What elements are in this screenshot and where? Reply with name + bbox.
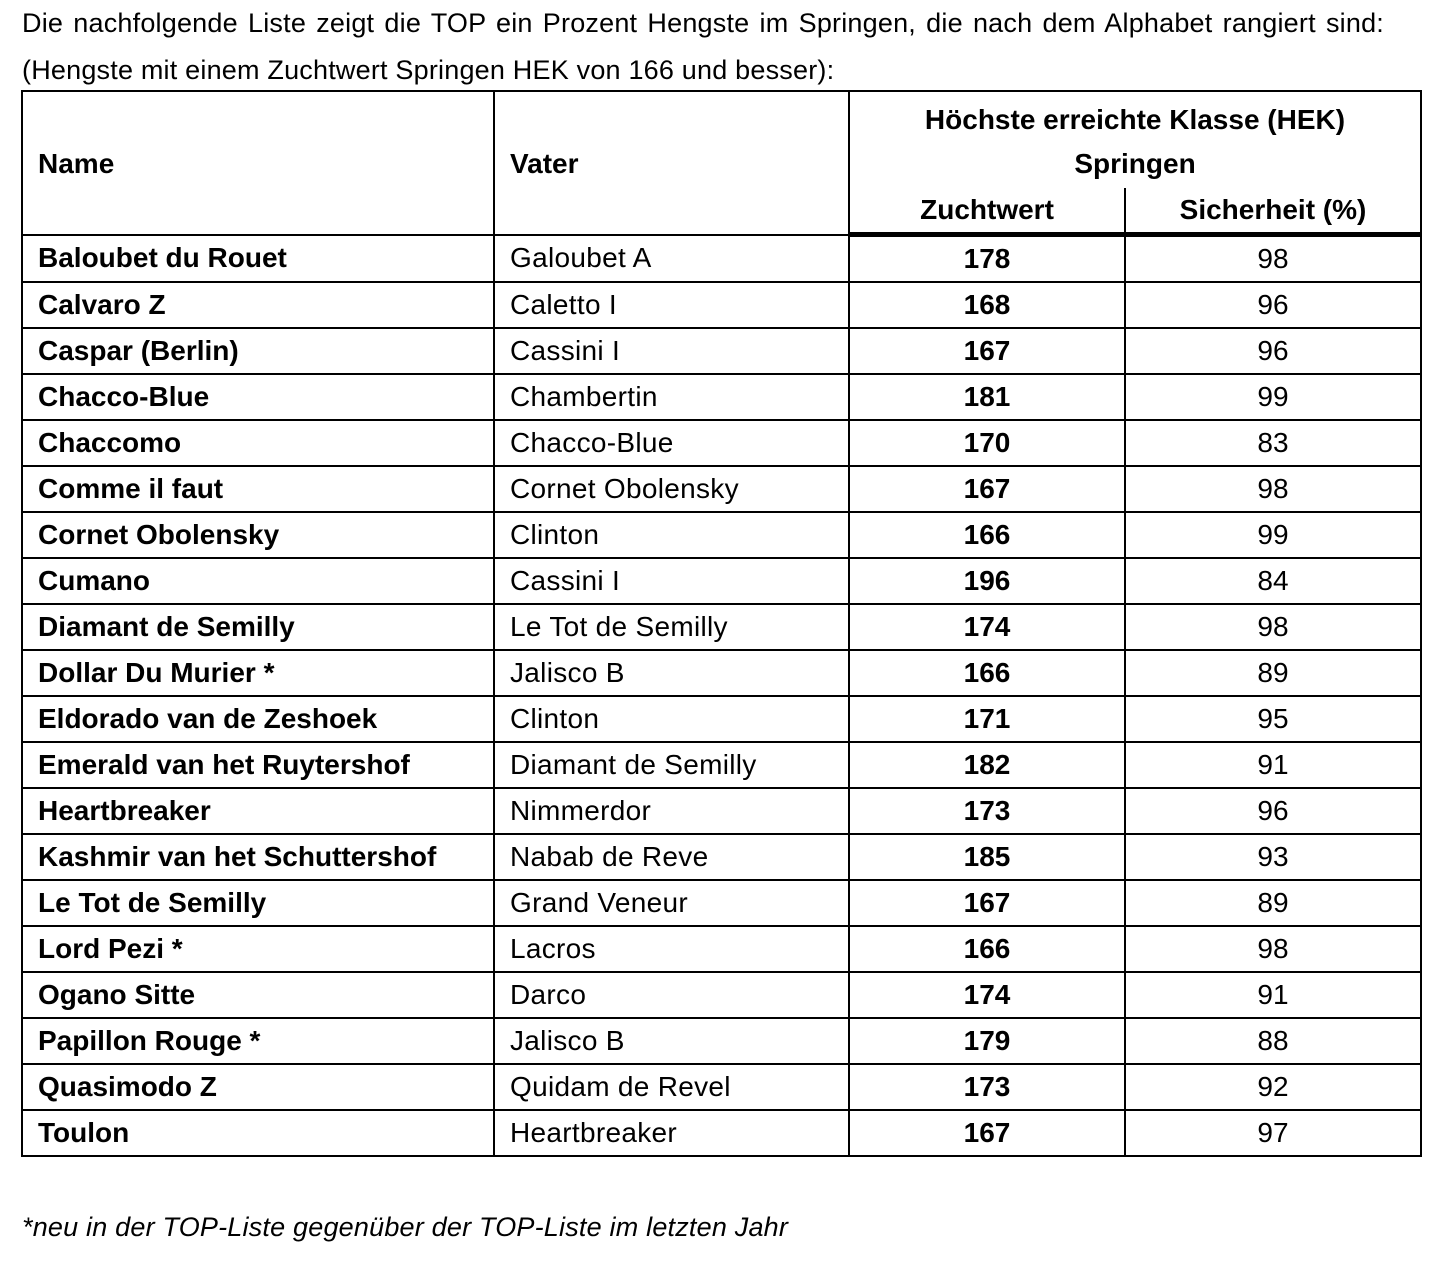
table-row (22, 880, 1421, 926)
table-row (22, 926, 1421, 972)
cell-sicherheit: 96 (1125, 328, 1421, 374)
table-row (22, 788, 1421, 834)
cell-sicherheit: 99 (1125, 512, 1421, 558)
cell-vater: Darco (494, 972, 849, 1018)
table-row (22, 282, 1421, 328)
cell-vater: Cassini I (494, 558, 849, 604)
cell-name: Chacco-Blue (22, 374, 494, 420)
table-row (22, 328, 1421, 374)
cell-name: Cornet Obolensky (22, 512, 494, 558)
table-row (22, 650, 1421, 696)
cell-zuchtwert: 185 (849, 834, 1125, 880)
cell-name: Lord Pezi * (22, 926, 494, 972)
cell-zuchtwert: 178 (849, 235, 1125, 283)
cell-sicherheit: 98 (1125, 235, 1421, 283)
cell-zuchtwert: 196 (849, 558, 1125, 604)
cell-name: Caspar (Berlin) (22, 328, 494, 374)
cell-name: Kashmir van het Schuttershof (22, 834, 494, 880)
cell-zuchtwert: 167 (849, 328, 1125, 374)
cell-vater: Cassini I (494, 328, 849, 374)
cell-sicherheit: 97 (1125, 1110, 1421, 1156)
table-header (22, 91, 1421, 235)
cell-name: Baloubet du Rouet (22, 235, 494, 283)
cell-zuchtwert: 179 (849, 1018, 1125, 1064)
header-hek-group (849, 91, 1421, 188)
table-row (22, 1110, 1421, 1156)
cell-sicherheit: 92 (1125, 1064, 1421, 1110)
cell-sicherheit: 91 (1125, 972, 1421, 1018)
cell-sicherheit: 95 (1125, 696, 1421, 742)
cell-name: Calvaro Z (22, 282, 494, 328)
cell-vater: Quidam de Revel (494, 1064, 849, 1110)
cell-zuchtwert: 168 (849, 282, 1125, 328)
cell-vater: Grand Veneur (494, 880, 849, 926)
cell-vater: Diamant de Semilly (494, 742, 849, 788)
cell-name: Diamant de Semilly (22, 604, 494, 650)
cell-zuchtwert: 167 (849, 880, 1125, 926)
table-row (22, 420, 1421, 466)
cell-vater: Nimmerdor (494, 788, 849, 834)
stallion-table (21, 90, 1422, 1157)
table-row (22, 512, 1421, 558)
cell-name: Le Tot de Semilly (22, 880, 494, 926)
cell-name: Cumano (22, 558, 494, 604)
cell-name: Toulon (22, 1110, 494, 1156)
cell-sicherheit: 96 (1125, 282, 1421, 328)
cell-vater: Jalisco B (494, 1018, 849, 1064)
cell-vater: Caletto I (494, 282, 849, 328)
cell-zuchtwert: 173 (849, 788, 1125, 834)
cell-zuchtwert: 167 (849, 1110, 1125, 1156)
cell-sicherheit: 98 (1125, 604, 1421, 650)
table-row (22, 558, 1421, 604)
header-hek-title: Höchste erreichte Klasse (HEK) (924, 104, 1346, 135)
stallion-table-container (21, 90, 1420, 1157)
header-name: Name (22, 91, 494, 235)
footnote: *neu in der TOP-Liste gegenüber der TOP-Liste im letzten Jahr (22, 1212, 789, 1242)
cell-sicherheit: 96 (1125, 788, 1421, 834)
cell-name: Eldorado van de Zeshoek (22, 696, 494, 742)
table-row (22, 235, 1421, 283)
table-row (22, 466, 1421, 512)
cell-name: Heartbreaker (22, 788, 494, 834)
cell-sicherheit: 91 (1125, 742, 1421, 788)
cell-name: Quasimodo Z (22, 1064, 494, 1110)
cell-vater: Galoubet A (494, 235, 849, 283)
table-body (22, 235, 1421, 1157)
cell-vater: Cornet Obolensky (494, 466, 849, 512)
header-sicherheit: Sicherheit (%) (1125, 188, 1421, 235)
intro-paragraph: Die nachfolgende Liste zeigt die TOP ein Prozent Hengste im Springen, die nach dem Alphabet rangiert sind: (Hengste mit einem Zuchtwert Springen HEK von 166 und besser): (22, 8, 1384, 85)
cell-zuchtwert: 170 (849, 420, 1125, 466)
cell-sicherheit: 89 (1125, 880, 1421, 926)
header-zuchtwert: Zuchtwert (849, 188, 1125, 235)
cell-vater: Nabab de Reve (494, 834, 849, 880)
cell-name: Comme il faut (22, 466, 494, 512)
cell-zuchtwert: 166 (849, 926, 1125, 972)
cell-name: Chaccomo (22, 420, 494, 466)
cell-sicherheit: 99 (1125, 374, 1421, 420)
cell-sicherheit: 84 (1125, 558, 1421, 604)
cell-name: Emerald van het Ruytershof (22, 742, 494, 788)
table-row (22, 696, 1421, 742)
cell-sicherheit: 89 (1125, 650, 1421, 696)
cell-vater: Clinton (494, 512, 849, 558)
cell-name: Papillon Rouge * (22, 1018, 494, 1064)
cell-sicherheit: 98 (1125, 466, 1421, 512)
table-row (22, 1018, 1421, 1064)
header-vater: Vater (494, 91, 849, 235)
cell-vater: Le Tot de Semilly (494, 604, 849, 650)
cell-sicherheit: 98 (1125, 926, 1421, 972)
cell-zuchtwert: 167 (849, 466, 1125, 512)
cell-zuchtwert: 171 (849, 696, 1125, 742)
table-row (22, 972, 1421, 1018)
cell-vater: Jalisco B (494, 650, 849, 696)
table-row (22, 374, 1421, 420)
table-row (22, 834, 1421, 880)
cell-zuchtwert: 174 (849, 972, 1125, 1018)
table-row (22, 1064, 1421, 1110)
cell-vater: Chacco-Blue (494, 420, 849, 466)
cell-name: Ogano Sitte (22, 972, 494, 1018)
cell-zuchtwert: 173 (849, 1064, 1125, 1110)
cell-sicherheit: 93 (1125, 834, 1421, 880)
table-row (22, 604, 1421, 650)
cell-vater: Lacros (494, 926, 849, 972)
cell-vater: Heartbreaker (494, 1110, 849, 1156)
cell-sicherheit: 88 (1125, 1018, 1421, 1064)
cell-zuchtwert: 174 (849, 604, 1125, 650)
table-row (22, 742, 1421, 788)
cell-sicherheit: 83 (1125, 420, 1421, 466)
cell-zuchtwert: 182 (849, 742, 1125, 788)
cell-zuchtwert: 166 (849, 512, 1125, 558)
cell-zuchtwert: 166 (849, 650, 1125, 696)
header-springen: Springen (1074, 148, 1196, 179)
cell-zuchtwert: 181 (849, 374, 1125, 420)
cell-vater: Chambertin (494, 374, 849, 420)
cell-vater: Clinton (494, 696, 849, 742)
cell-name: Dollar Du Murier * (22, 650, 494, 696)
